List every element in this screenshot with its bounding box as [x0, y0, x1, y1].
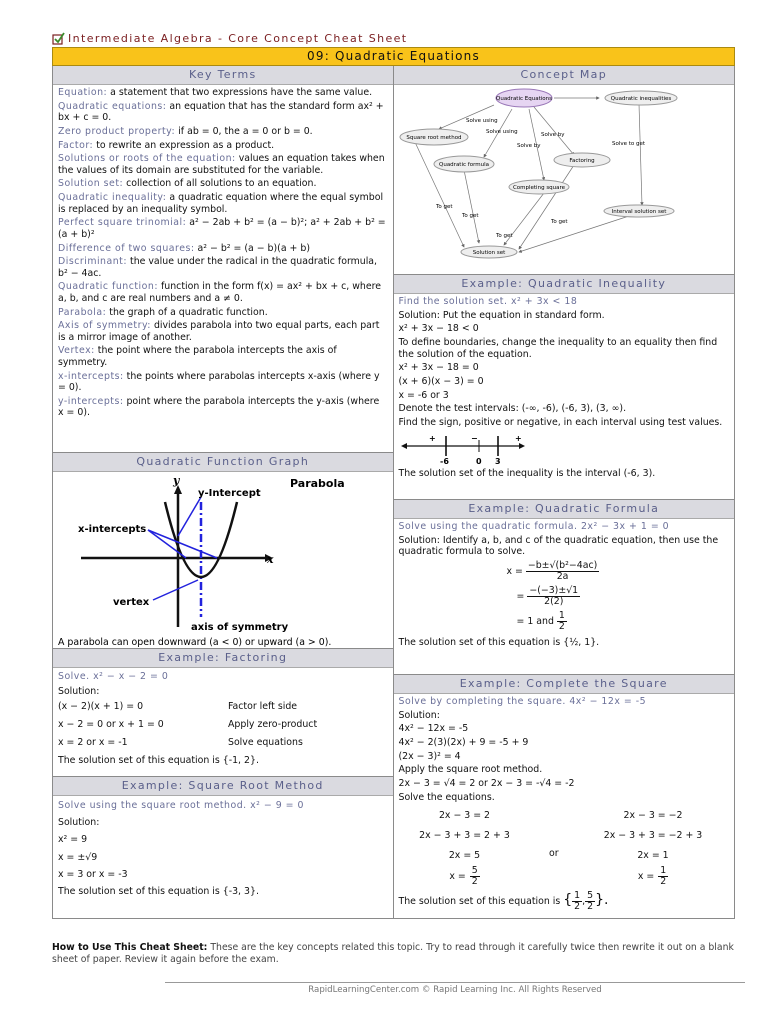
equals-sign: = [516, 590, 525, 602]
complete-prompt: Solve by completing the square. 4x² − 12x = -5 [398, 696, 647, 707]
key-term-item [58, 101, 388, 124]
branch-equation: 2x − 3 = −2 [623, 809, 683, 821]
node-label: Interval solution set [611, 209, 666, 215]
section-heading: Example: Quadratic Inequality [394, 275, 735, 294]
term-definition: function in the form f(x) = ax² + bx + c, where a, b, and c are real numbers and a ≠ 0. [58, 281, 382, 304]
substituted-fraction [527, 586, 580, 607]
key-term-item [58, 243, 388, 255]
term-definition: a quadratic equation where the equal symbol is replaced by an inequality symbol. [58, 192, 384, 215]
result-text: = 1 and [516, 615, 554, 627]
graph-parabola-label: Parabola [290, 477, 345, 490]
sqroot-line: The solution set of this equation is {-3, 3}. [58, 885, 259, 897]
term-definition: the point where the parabola intercepts the axis of symmetry. [58, 345, 337, 368]
node-label: Quadratic inequalities [610, 96, 671, 102]
fraction-numerator: 1 [660, 864, 667, 876]
key-term-item [58, 126, 388, 138]
topic-banner: 09: Quadratic Equations [52, 47, 735, 66]
usage-note-text: These are the key concepts related this topic. Try to read through it carefully twice then rewrite it out on a blank sheet of paper. Review it again before the exam. [52, 942, 734, 965]
term-definition: the points where parabolas intercepts x-axis (where y = 0). [58, 370, 380, 394]
step-note: Factor left side [228, 701, 298, 713]
check-logo-icon [52, 32, 65, 45]
term-name: Quadratic equations: [58, 100, 167, 112]
section-heading: Quadratic Function Graph [53, 453, 393, 472]
term-definition: an equation that has the standard form ax² + bx + c = 0. [58, 100, 384, 124]
fraction-numerator: 1 [558, 609, 565, 621]
term-name: Factor: [58, 139, 94, 151]
node-label: Square root method [405, 135, 462, 141]
step-equation: (x − 2)(x + 1) = 0 [58, 701, 144, 713]
cheat-sheet [52, 30, 735, 919]
set-open: { [563, 891, 573, 908]
sign-number-line [399, 431, 529, 465]
graph-caption: A parabola can open downward (a < 0) or upward (a > 0). [58, 637, 332, 648]
branch-step [583, 826, 723, 846]
right-column [394, 66, 735, 918]
step-note: Apply zero-product [228, 719, 318, 731]
branch-equation: 2x = 1 [637, 849, 669, 861]
branch-fraction [470, 866, 480, 887]
left-branch [405, 806, 525, 887]
sign-minus: − [470, 433, 478, 443]
node-quadratic-inequalities [605, 91, 677, 105]
right-branch [583, 806, 723, 887]
complete-line: (2x − 3)² = 4 [398, 750, 461, 762]
left-column [53, 66, 394, 918]
term-name: Zero product property: [58, 125, 176, 137]
fraction-numerator: 1 [574, 889, 581, 901]
fraction-denominator: 2a [556, 570, 569, 582]
concept-map-section [394, 66, 735, 275]
key-term-item [58, 371, 388, 394]
term-definition: the graph of a quadratic function. [109, 306, 268, 318]
branch-equation: 2x − 3 = 2 [438, 809, 491, 821]
sign-plus: + [428, 433, 436, 443]
complete-square-section [394, 675, 735, 918]
tick-label: -6 [439, 456, 449, 465]
key-term-item [58, 140, 388, 152]
result-fraction [557, 611, 567, 632]
term-name: x-intercepts: [58, 370, 124, 382]
fraction-denominator: 2 [587, 900, 594, 912]
set-fraction [572, 891, 582, 912]
branch-step [405, 846, 525, 866]
sqroot-line: x² = 9 [58, 834, 88, 846]
node-label: Completing square [512, 185, 565, 191]
x-equals: x = [506, 565, 523, 577]
graph-vertex-label: vertex [113, 597, 150, 608]
fraction-denominator: 2 [574, 900, 581, 912]
inequality-line: x² + 3x − 18 = 0 [398, 362, 479, 374]
fraction-numerator: 5 [471, 864, 478, 876]
sqroot-section [53, 777, 393, 909]
branch-step [583, 846, 723, 866]
copyright: RapidLearningCenter.com © Rapid Learning Inc. All Rights Reserved [308, 985, 602, 995]
term-definition: the value under the radical in the quadratic formula, b² − 4ac. [58, 256, 378, 279]
term-name: Solution set: [58, 178, 124, 190]
tick-label: 3 [494, 456, 501, 465]
term-definition: if ab = 0, the a = 0 or b = 0. [178, 125, 313, 137]
edge-label: Solve using [485, 129, 518, 135]
inequality-line: Denote the test intervals: (-∞, -6), (-6, 3), (3, ∞). [398, 403, 627, 415]
node-solution-set [461, 246, 517, 258]
parabola-graph [53, 472, 393, 648]
graph-section [53, 453, 393, 649]
inequality-line: x = -6 or 3 [398, 389, 449, 401]
key-term-item [58, 153, 388, 176]
or-text: or [548, 847, 559, 859]
pointer-line [153, 580, 198, 600]
key-term-item [58, 178, 388, 190]
node-label: Factoring [568, 158, 595, 164]
term-definition: collection of all solutions to an equation. [126, 178, 317, 190]
section-heading: Example: Quadratic Formula [394, 500, 735, 519]
concept-map-diagram [394, 85, 734, 274]
formula-fraction [526, 561, 599, 582]
branch-equation: 2x = 5 [448, 849, 481, 861]
term-definition: to rewrite an expression as a product. [96, 139, 275, 151]
inequality-section [394, 275, 735, 500]
inequality-line: To define boundaries, change the inequality to an equality then find the solution of the equation. [398, 337, 718, 360]
graph-x-label: x [267, 553, 274, 566]
term-definition: divides parabola into two equal parts, each part is a mirror image of another. [58, 320, 380, 343]
formula-conclusion: The solution set of this equation is {½, 1}. [398, 636, 600, 648]
set-close: }. [595, 891, 609, 908]
node-square-root-method [400, 129, 468, 145]
node-quadratic-formula [434, 156, 494, 172]
node-label: Quadratic Equations [495, 96, 552, 102]
node-quadratic-equations [496, 89, 552, 107]
edge-label: To get [495, 233, 513, 239]
key-term-item [58, 307, 388, 319]
key-term-item [58, 192, 388, 215]
node-label: Solution set [472, 250, 505, 256]
factoring-step [58, 736, 388, 749]
key-terms-section [53, 66, 393, 453]
pointer-line [148, 530, 186, 558]
edge-label: To get [461, 213, 479, 219]
term-definition: values an equation takes when the values of its domain are substituted for the variable. [58, 153, 385, 176]
edge-label: Solve by [516, 143, 541, 149]
key-term-item [58, 281, 388, 304]
fraction-denominator: 2(2) [544, 595, 564, 607]
section-heading: Example: Complete the Square [394, 675, 735, 694]
factoring-solution-label: Solution: [58, 686, 100, 698]
term-definition: a statement that two expressions have the same value. [110, 87, 373, 98]
fraction-numerator: 5 [587, 889, 594, 901]
section-heading: Key Terms [53, 66, 393, 85]
branch-equation: 2x − 3 + 3 = 2 + 3 [419, 829, 510, 841]
graph-axis-label: axis of symmetry [191, 622, 289, 633]
branch-equation: 2x − 3 + 3 = −2 + 3 [603, 829, 703, 841]
step-equation: x − 2 = 0 or x + 1 = 0 [58, 719, 164, 731]
pointer-line [148, 530, 217, 558]
node-label: Quadratic formula [438, 162, 489, 168]
key-term-item [58, 87, 388, 99]
key-terms-list [53, 85, 393, 452]
complete-line: Apply the square root method. [398, 764, 543, 776]
branch-step [405, 866, 525, 887]
edge-label: To get [550, 219, 568, 225]
key-term-item [58, 256, 388, 279]
term-definition: a² − b² = (a − b)(a + b) [197, 242, 310, 254]
complete-conclusion-line [399, 891, 730, 912]
fraction-numerator: −b±√(b²−4ac) [527, 559, 598, 571]
formula-prompt: Solve using the quadratic formula. 2x² − 3x + 1 = 0 [398, 521, 670, 532]
term-name: Equation: [58, 87, 108, 98]
branch-fraction [658, 866, 668, 887]
edge-label: Solve by [540, 132, 565, 138]
term-definition: point where the parabola intercepts the y-axis (where x = 0). [58, 395, 380, 419]
factoring-step [58, 718, 388, 731]
set-fraction [585, 891, 595, 912]
branch-step [583, 866, 723, 887]
complete-line: 4x² − 2(3)(2x) + 9 = -5 + 9 [398, 737, 529, 749]
factoring-prompt: Solve. x² − x − 2 = 0 [58, 671, 169, 682]
branch-step [405, 806, 525, 826]
sqroot-line: x = ±√9 [58, 851, 98, 863]
fraction-denominator: 2 [471, 875, 478, 887]
node-factoring [554, 153, 610, 167]
factoring-conclusion: The solution set of this equation is {-1, 2}. [58, 755, 259, 767]
term-name: y-intercepts: [58, 395, 124, 407]
inequality-conclusion: The solution set of the inequality is the interval (-6, 3). [398, 468, 656, 480]
pointer-line [178, 497, 201, 536]
fraction-denominator: 2 [660, 875, 667, 887]
complete-conclusion: The solution set of this equation is [398, 895, 561, 907]
edge-label: Solve to get [611, 141, 645, 147]
inequality-line: Find the sign, positive or negative, in each interval using test values. [398, 417, 723, 428]
sqroot-line: Solution: [58, 817, 100, 829]
node-completing-square [509, 180, 569, 194]
sqroot-prompt: Solve using the square root method. x² − 9 = 0 [58, 800, 304, 811]
complete-line: Solution: [398, 709, 440, 721]
key-term-item [58, 320, 388, 343]
term-name: Vertex: [58, 345, 95, 357]
fraction-denominator: 2 [558, 620, 565, 632]
section-heading: Example: Factoring [53, 649, 393, 668]
sign-plus: + [514, 433, 522, 443]
factoring-section [53, 649, 393, 777]
key-term-item [58, 217, 388, 240]
key-term-item [58, 345, 388, 368]
branch-step [405, 826, 525, 846]
term-name: Discriminant: [58, 256, 128, 268]
factoring-step [58, 700, 388, 713]
usage-note-title: How to Use This Cheat Sheet: [52, 942, 208, 953]
sqroot-line: x = 3 or x = -3 [58, 868, 128, 880]
graph-y-intercept-label: y-Intercept [198, 488, 261, 499]
tick-label: 0 [475, 456, 482, 465]
section-heading: Concept Map [394, 66, 735, 85]
term-name: Difference of two squares: [58, 242, 195, 254]
node-interval-solution-set [604, 205, 674, 217]
inequality-line: (x + 6)(x − 3) = 0 [398, 375, 484, 387]
step-equation: x = 2 or x = -1 [58, 737, 128, 749]
inequality-line: x² + 3x − 18 < 0 [398, 323, 479, 335]
section-heading: Example: Square Root Method [53, 777, 393, 796]
branch-equation: x = [637, 870, 655, 882]
graph-y-label: y [173, 474, 180, 487]
step-note: Solve equations [228, 737, 303, 749]
term-name: Quadratic inequality: [58, 192, 167, 204]
complete-line: 2x − 3 = √4 = 2 or 2x − 3 = -√4 = -2 [398, 778, 575, 790]
sheet-header [52, 30, 735, 47]
formula-section [394, 500, 735, 675]
fraction-numerator: −(−3)±√1 [529, 584, 579, 596]
footer-divider [165, 982, 745, 983]
graph-x-intercepts-label: x-intercepts [78, 524, 147, 535]
branch-equation: x = [449, 870, 466, 882]
complete-line: Solve the equations. [398, 791, 495, 803]
key-term-item [58, 396, 388, 419]
sheet-title: Intermediate Algebra - Core Concept Cheat Sheet [68, 32, 408, 45]
inequality-prompt: Find the solution set. x² + 3x < 18 [398, 296, 578, 307]
term-name: Perfect square trinomial: [58, 217, 187, 229]
usage-note [52, 942, 742, 965]
edge-label: Solve using [465, 118, 498, 124]
edge-label: To get [435, 204, 453, 210]
inequality-line: Solution: Put the equation in standard form. [398, 309, 605, 321]
complete-line: 4x² − 12x = -5 [398, 723, 469, 735]
term-name: Solutions or roots of the equation: [58, 153, 236, 165]
set-comma: , [582, 895, 586, 907]
term-definition: a² − 2ab + b² = (a − b)²; a² + 2ab + b² = (a + b)² [58, 217, 386, 240]
term-name: Quadratic function: [58, 281, 158, 293]
formula-intro: Solution: Identify a, b, and c of the quadratic equation, then use the quadratic formula to solve. [398, 534, 719, 558]
branch-step [583, 806, 723, 826]
term-name: Parabola: [58, 306, 107, 318]
term-name: Axis of symmetry: [58, 320, 151, 332]
